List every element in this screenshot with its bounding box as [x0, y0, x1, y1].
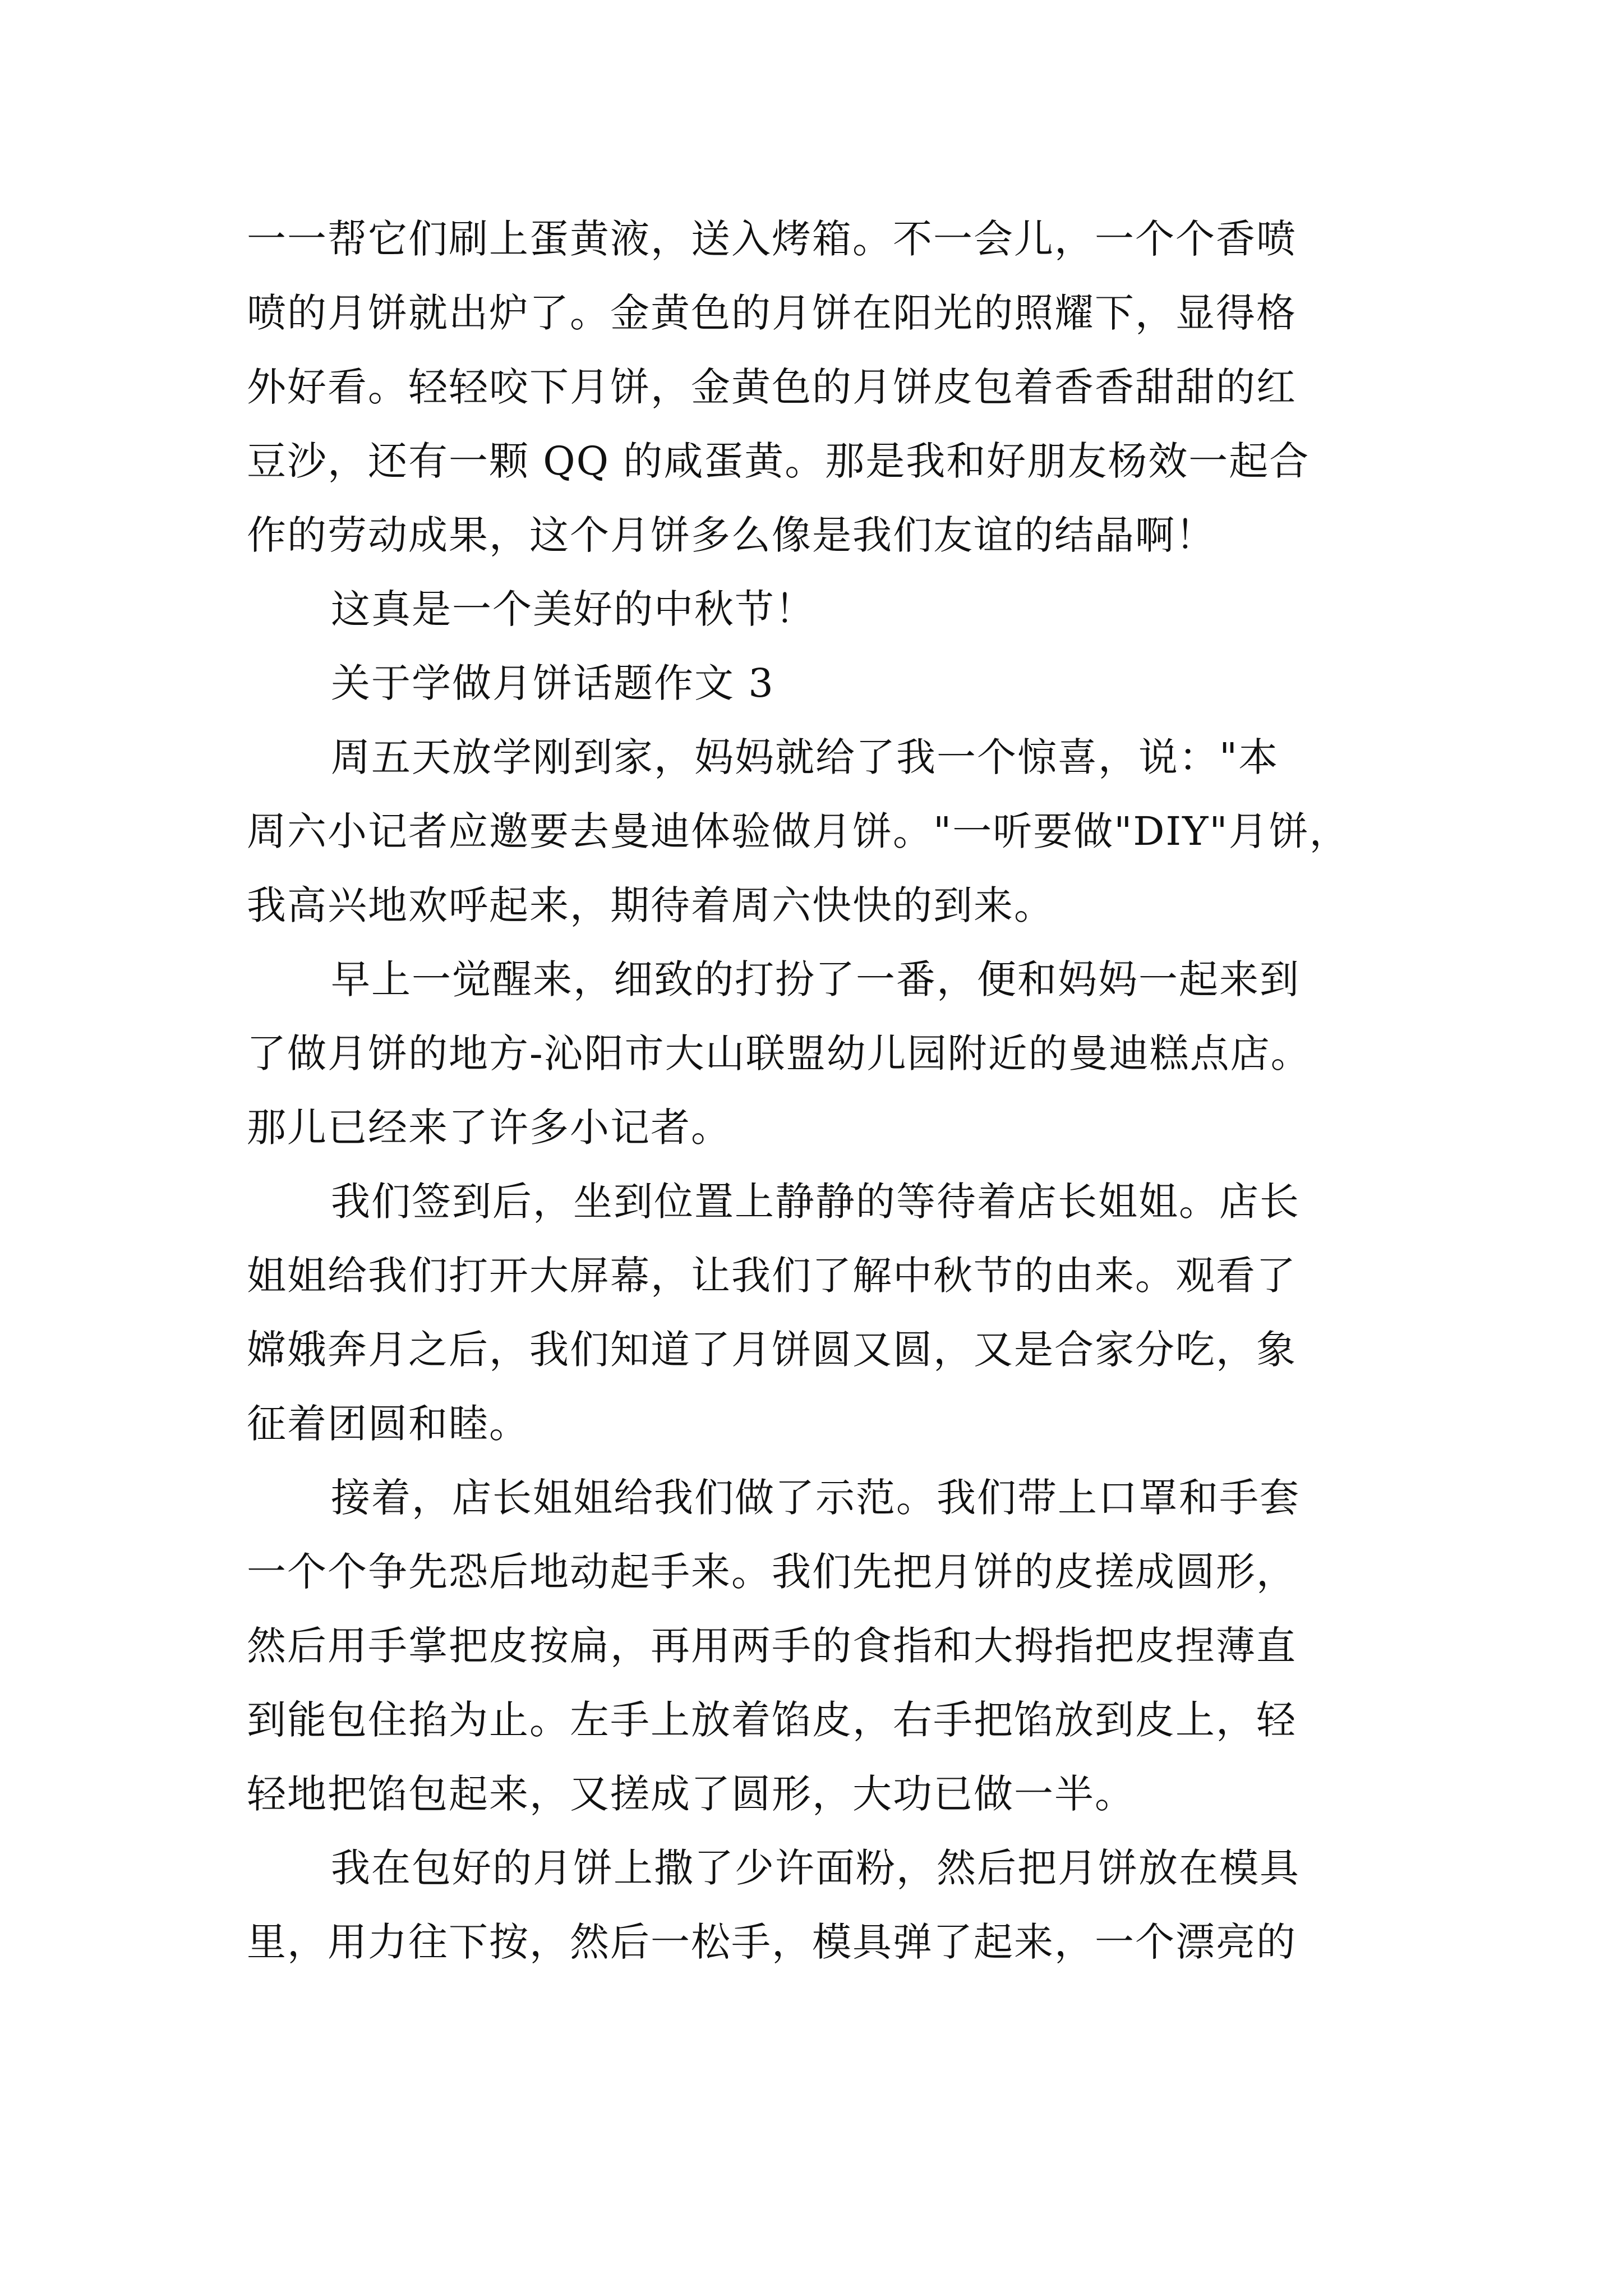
- text-line: 关于学做月饼话题作文 3: [331, 660, 774, 706]
- text-line: 我们签到后，坐到位置上静静的等待着店长姐姐。店长: [331, 1179, 1300, 1225]
- text-line: 了做月饼的地方-沁阳市大山联盟幼儿园附近的曼迪糕点店。: [247, 1030, 1311, 1076]
- document-body: [247, 202, 1385, 1979]
- text-line: 周五天放学刚到家，妈妈就给了我一个惊喜，说："本: [331, 734, 1279, 780]
- text-line: 里，用力往下按，然后一松手，模具弹了起来，一个漂亮的: [247, 1919, 1297, 1965]
- text-line: 一个个争先恐后地动起手来。我们先把月饼的皮搓成圆形，: [247, 1549, 1297, 1595]
- text-line: 到能包住掐为止。左手上放着馅皮，右手把馅放到皮上，轻: [247, 1697, 1297, 1743]
- text-line: 豆沙，还有一颗 QQ 的咸蛋黄。那是我和好朋友杨效一起合: [247, 438, 1310, 484]
- text-line: 然后用手掌把皮按扁，再用两手的食指和大拇指把皮捏薄直: [247, 1623, 1297, 1669]
- text-line: 嫦娥奔月之后，我们知道了月饼圆又圆，又是合家分吃，象: [247, 1327, 1297, 1373]
- text-line: 我在包好的月饼上撒了少许面粉，然后把月饼放在模具: [331, 1845, 1300, 1891]
- text-line: 姐姐给我们打开大屏幕，让我们了解中秋节的由来。观看了: [247, 1253, 1297, 1299]
- text-line: 喷的月饼就出炉了。金黄色的月饼在阳光的照耀下，显得格: [247, 290, 1297, 336]
- text-line: 我高兴地欢呼起来，期待着周六快快的到来。: [247, 882, 1054, 928]
- text-line: 一一帮它们刷上蛋黄液，送入烤箱。不一会儿，一个个香喷: [247, 216, 1297, 262]
- text-line: 作的劳动成果，这个月饼多么像是我们友谊的结晶啊！: [247, 512, 1216, 558]
- text-line: 那儿已经来了许多小记者。: [247, 1105, 731, 1151]
- text-line: 接着，店长姐姐给我们做了示范。我们带上口罩和手套: [331, 1475, 1300, 1521]
- text-line: 外好看。轻轻咬下月饼，金黄色的月饼皮包着香香甜甜的红: [247, 364, 1297, 410]
- text-line: 周六小记者应邀要去曼迪体验做月饼。"一听要做"DIY"月饼，: [247, 808, 1350, 854]
- text-line: 这真是一个美好的中秋节！: [331, 586, 815, 632]
- text-line: 轻地把馅包起来，又搓成了圆形，大功已做一半。: [247, 1771, 1135, 1817]
- text-line: 早上一觉醒来，细致的打扮了一番，便和妈妈一起来到: [331, 956, 1300, 1002]
- text-line: 征着团圆和睦。: [247, 1401, 529, 1447]
